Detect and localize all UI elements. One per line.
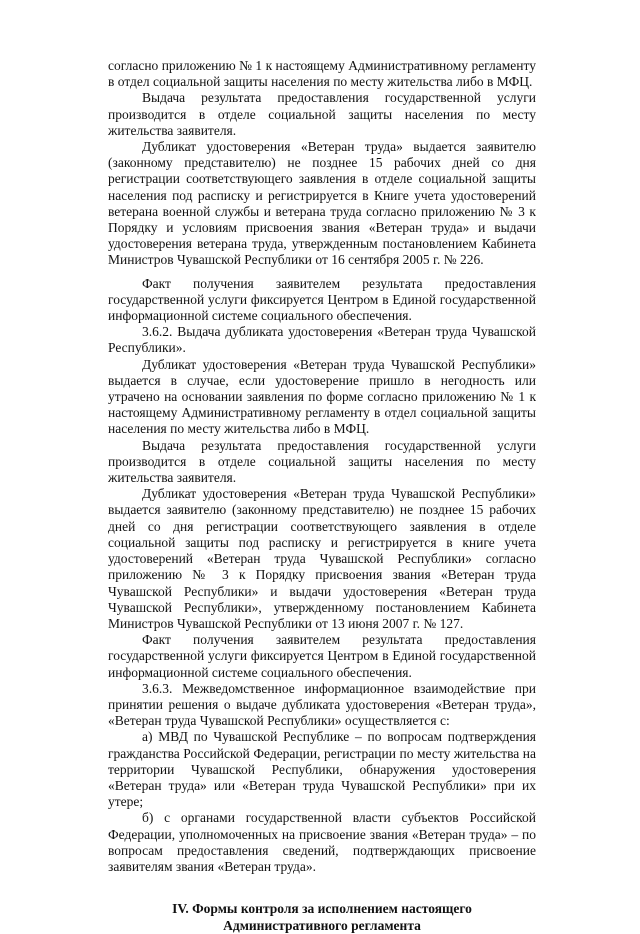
paragraph: согласно приложению № 1 к настоящему Административному регламенту в отдел социальной защиты населения по месту жительства либо в МФЦ. bbox=[108, 58, 536, 90]
paragraph: Выдача результата предоставления государственной услуги производится в отделе социальной защиты населения по месту жительства заявителя. bbox=[108, 90, 536, 138]
paragraph: 3.6.2. Выдача дубликата удостоверения «Ветеран труда Чувашской Республики». bbox=[108, 324, 536, 356]
section-heading bbox=[108, 900, 536, 934]
document-page bbox=[108, 58, 536, 934]
paragraph: 3.6.3. Межведомственное информационное взаимодействие при принятии решения о выдаче дубликата удостоверения «Ветеран труда», «Ветеран труда Чувашской Республики» осуществляется с: bbox=[108, 680, 536, 729]
paragraph: б) с органами государственной власти субъектов Российской Федерации, уполномоченных на присвоение звания «Ветеран труда» – по вопросам предоставления сведений, подтверждающих присвоение заявителям звания «Ветеран труда». bbox=[108, 810, 536, 874]
document-body bbox=[108, 58, 536, 875]
paragraph: Дубликат удостоверения «Ветеран труда Чувашской Республики» выдается в случае, если удостоверение пришло в негодность или утрачено на основании заявления по форме согласно приложению № 1 к настоящему Административному регламенту в отдел социальной защиты населения по месту жительства либо в МФЦ. bbox=[108, 356, 536, 437]
paragraph: а) МВД по Чувашской Республике – по вопросам подтверждения гражданства Российской Федерации, регистрации по месту жительства на территории Чувашской Республики, обнаружения удостоверения «Ветеран труда» или «Ветеран труда Чувашской Республики» при их утере; bbox=[108, 729, 536, 810]
section-heading-line-2: Административного регламента bbox=[223, 918, 421, 934]
paragraph: Дубликат удостоверения «Ветеран труда Чувашской Республики» выдается заявителю (законному представителю) не позднее 15 рабочих дней со дня регистрации соответствующего заявления в отделе социальной защиты под расписку и регистрируется в книге учета удостоверений «Ветеран труда Чувашской Республики» согласно приложению № 3 к Порядку присвоения звания «Ветеран труда Чувашской Республики» и выдачи удостоверения «Ветеран труда Чувашской Республики», утвержденному постановлением Кабинета Министров Чувашской Республики от 13 июня 2007 г. № 127. bbox=[108, 486, 536, 631]
paragraph: Факт получения заявителем результата предоставления государственной услуги фиксируется Центром в Единой государственной информационной системе социального обеспечения. bbox=[108, 275, 536, 324]
paragraph: Дубликат удостоверения «Ветеран труда» выдается заявителю (законному представителю) не позднее 15 рабочих дней со дня регистрации соответствующего заявления в отделе социальной защиты населения под расписку и регистрируется в Книге учета удостоверений ветерана военной службы и ветерана труда согласно приложению № 3 к Порядку и условиям присвоения звания «Ветеран труда» и выдачи удостоверения ветерана труда, утвержденным постановлением Кабинета Министров Чувашской Республики от 16 сентября 2005 г. № 226. bbox=[108, 139, 536, 268]
section-heading-line-1: IV. Формы контроля за исполнением настоящего bbox=[172, 901, 472, 917]
paragraph: Факт получения заявителем результата предоставления государственной услуги фиксируется Центром в Единой государственной информационной системе социального обеспечения. bbox=[108, 632, 536, 680]
paragraph: Выдача результата предоставления государственной услуги производится в отделе социальной защиты населения по месту жительства заявителя. bbox=[108, 437, 536, 486]
